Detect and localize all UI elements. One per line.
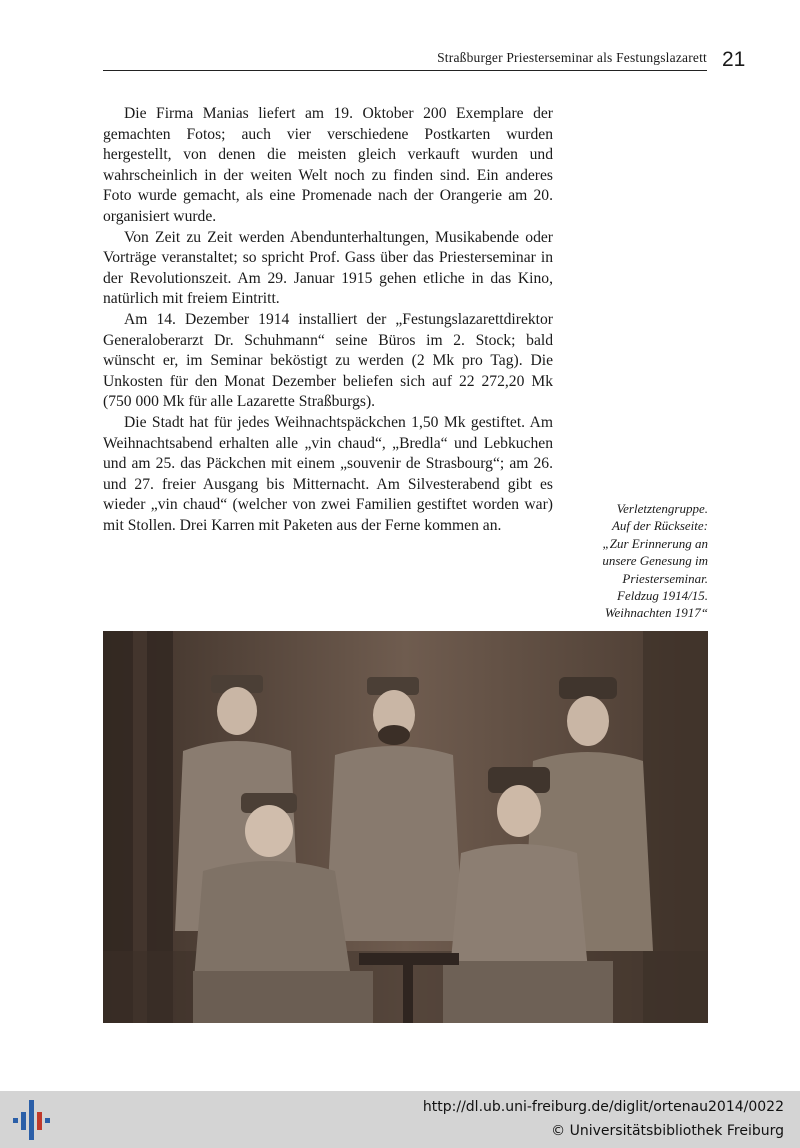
running-title: Straßburger Priesterseminar als Festungslazarett [437, 50, 707, 65]
footer-bar [0, 1091, 800, 1148]
caption-line: Feldzug 1914/15. [617, 588, 708, 604]
caption-line: Weihnachten 1917“ [604, 605, 708, 621]
paragraph: Die Firma Manias liefert am 19. Oktober 200 Exemplare der gemachten Fotos; auch vier verschiedene Postkarten wurden hergestellt, von denen die meisten gleich verkauft wurden und wahrscheinlich in der weiten Welt noch zu finden sind. Ein anderes Foto wurde gemacht, als eine Promenade nach der Orangerie am 20. organisiert wurde. [103, 105, 553, 225]
footer-url-link[interactable]: http://dl.ub.uni-freiburg.de/diglit/ortenau2014/0022 [422, 1099, 784, 1115]
ub-freiburg-logo-icon [13, 1100, 51, 1140]
group-photo [103, 631, 708, 1023]
paragraph: Von Zeit zu Zeit werden Abendunterhaltungen, Musikabende oder Vorträge veranstaltet; so spricht Prof. Gass über das Priesterseminar in der Revolutionszeit. Am 29. Januar 1915 gehen etliche in das Kino, natürlich mit freiem Eintritt. [103, 228, 553, 308]
caption-line: Auf der Rückseite: [611, 518, 708, 534]
paragraph: Am 14. Dezember 1914 installiert der „Festungslazarettdirektor Generaloberarzt Dr. Schuhmann“ seine Büros im 2. Stock; bald wünscht er, im Seminar beköstigt zu werden (2 Mk pro Tag). Die Unkosten für den Monat Dezember beliefen sich auf 22 272,20 Mk (750 000 Mk für alle Lazarette Straßburgs). [103, 310, 553, 411]
caption-line: Priesterseminar. [622, 570, 708, 586]
body-text [103, 104, 553, 536]
photo-caption [570, 500, 708, 622]
caption-line: unsere Genesung im [602, 553, 708, 569]
group-photo-icon [103, 631, 708, 1023]
caption-line: Verletztengruppe. [616, 501, 708, 516]
running-head [103, 48, 707, 71]
paragraph: Die Stadt hat für jedes Weihnachtspäckchen 1,50 Mk gestiftet. Am Weihnachtsabend erhalten alle „vin chaud“, „Bredla“ und Lebkuchen und am 25. das Päckchen mit einem „souvenir de Strasbourg“; am 26. und 27. freier Ausgang bis Mitternacht. Am Silvesterabend gibt es wieder „vin chaud“ (welcher von zwei Familien gestiftet worden war) mit Stollen. Drei Karren mit Paketen aus der Ferne kommen an. [103, 413, 553, 534]
caption-line: „Zur Erinnerung an [602, 535, 708, 551]
footer-copyright: © Universitätsbibliothek Freiburg [551, 1123, 784, 1139]
page-number: 21 [722, 48, 746, 71]
